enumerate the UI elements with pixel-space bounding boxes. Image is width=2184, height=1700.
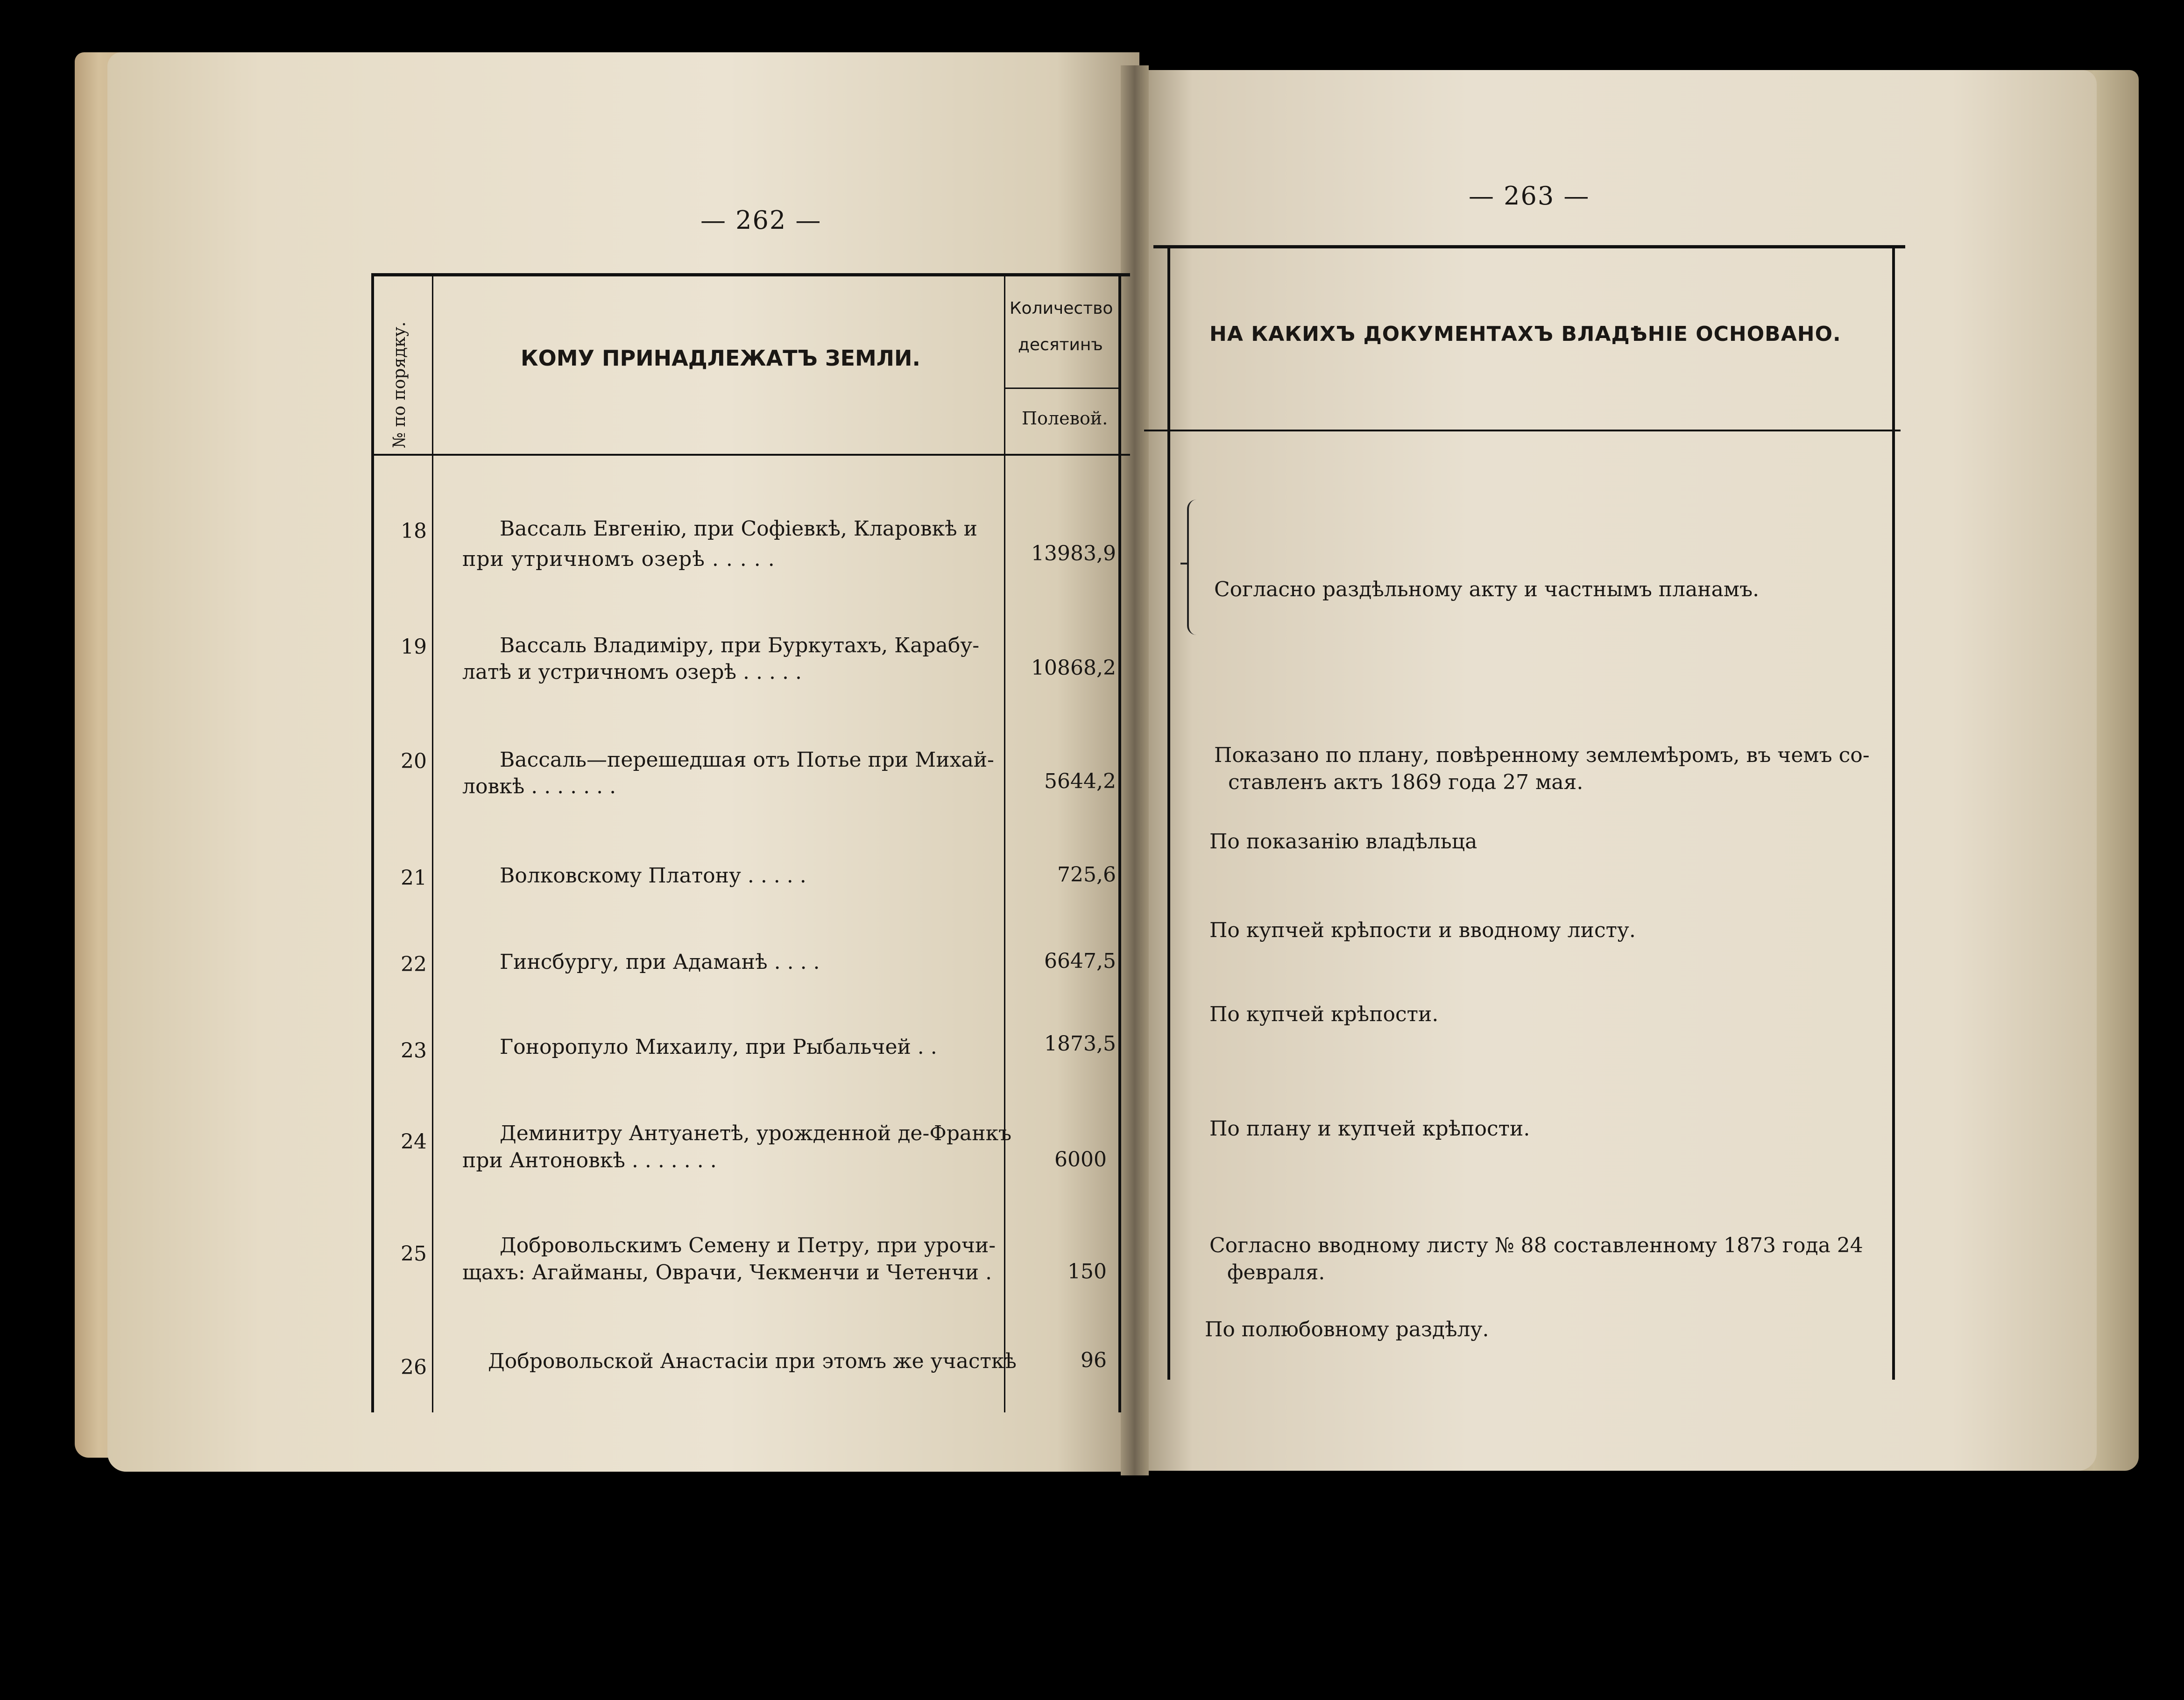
right-table-left-border: [1167, 245, 1170, 1380]
owner-line: Волковскому Платону . . . . .: [500, 864, 806, 888]
left-table-header-rule: [371, 454, 1130, 456]
left-table-col-divider-2: [1004, 273, 1005, 1412]
left-table-subheader-rule: [1004, 388, 1118, 389]
order-number-header: № по порядку.: [390, 321, 409, 448]
document-basis: По показанію владѣльца: [1209, 830, 1477, 854]
owner-line: ловкѣ . . . . . . .: [462, 775, 616, 798]
owner-line: при утричномъ озерѣ . . . . .: [462, 547, 775, 571]
owner-line: Гонoропуло Михаилу, при Рыбальчей . .: [500, 1035, 937, 1059]
row-number: 22: [401, 952, 427, 976]
area-value: 1873,5: [1044, 1032, 1116, 1056]
owner-line: Вассаль Владиміру, при Буркутахъ, Карабу-: [500, 634, 980, 657]
right-table-header-rule: [1144, 430, 1901, 431]
left-table-top-rule: [371, 273, 1130, 276]
row-number: 19: [401, 635, 427, 659]
document-basis: ставленъ актъ 1869 года 27 мая.: [1228, 770, 1583, 794]
area-value: 725,6: [1057, 863, 1116, 887]
owner-line: Добровольскимъ Семену и Петру, при урочи-: [500, 1234, 996, 1257]
quantity-header-units: десятинъ: [1018, 335, 1103, 354]
owner-line: при Антоновкѣ . . . . . . .: [462, 1149, 717, 1172]
area-value: 6000: [1054, 1148, 1107, 1171]
row-number: 21: [401, 866, 427, 890]
row-number: 23: [401, 1039, 427, 1063]
row-number: 26: [401, 1355, 427, 1379]
document-basis: По купчей крѣпости и вводному листу.: [1209, 918, 1636, 942]
left-table-left-border: [371, 273, 374, 1412]
owner-line: Гинсбургу, при Адаманѣ . . . .: [500, 950, 820, 974]
area-value: 5644,2: [1044, 769, 1116, 793]
documents-header: НА КАКИХЪ ДОКУМЕНТАХЪ ВЛАДѢНІЕ ОСНОВАНО.: [1209, 322, 1841, 346]
row-number: 24: [401, 1130, 427, 1154]
document-basis: По купчей крѣпости.: [1209, 1002, 1439, 1026]
area-value: 13983,9: [1031, 542, 1116, 565]
document-basis: По полюбовному раздѣлу.: [1205, 1318, 1489, 1341]
row-number: 20: [401, 749, 427, 773]
row-number: 18: [401, 519, 427, 543]
document-basis: Показано по плану, повѣренному землемѣромъ, въ чемъ со-: [1214, 743, 1870, 767]
book-spine: [1121, 65, 1149, 1475]
owner-line: латѣ и устричномъ озерѣ . . . . .: [462, 660, 802, 684]
brace-mark: [1187, 500, 1203, 635]
owner-line: щахъ: Агайманы, Оврачи, Чекменчи и Четенчи .: [462, 1261, 992, 1284]
owner-line: Вассаль Евгенію, при Софіевкѣ, Кларовкѣ и: [500, 517, 977, 541]
left-page-number: — 262 —: [700, 205, 822, 235]
document-basis: Согласно вводному листу № 88 составленному 1873 года 24: [1209, 1234, 1863, 1257]
owner-line: Вассаль—перешедшая отъ Потье при Михай-: [500, 748, 994, 772]
left-table-right-border: [1118, 273, 1121, 1412]
quantity-header: Количество: [1010, 299, 1113, 318]
area-value: 6647,5: [1044, 949, 1116, 973]
document-basis: Согласно раздѣльному акту и частнымъ планамъ.: [1214, 578, 1760, 601]
owner-line: Деминитру Антуанетѣ, урожденной де-Франкъ: [500, 1122, 1012, 1145]
owner-header: КОМУ ПРИНАДЛЕЖАТЪ ЗЕМЛИ.: [521, 346, 920, 371]
field-header: Полевой.: [1022, 408, 1108, 429]
left-table-col-divider-1: [432, 273, 433, 1412]
owner-line: Добровольской Анастасіи при этомъ же участкѣ: [488, 1349, 1017, 1373]
area-value: 10868,2: [1031, 656, 1116, 680]
area-value: 150: [1067, 1260, 1107, 1284]
row-number: 25: [401, 1242, 427, 1266]
right-table-right-border: [1892, 245, 1895, 1380]
right-table-top-rule: [1153, 245, 1905, 248]
right-page-number: — 263 —: [1469, 181, 1590, 211]
document-basis: По плану и купчей крѣпости.: [1209, 1117, 1530, 1141]
document-basis: февраля.: [1227, 1261, 1325, 1284]
area-value: 96: [1081, 1348, 1107, 1372]
